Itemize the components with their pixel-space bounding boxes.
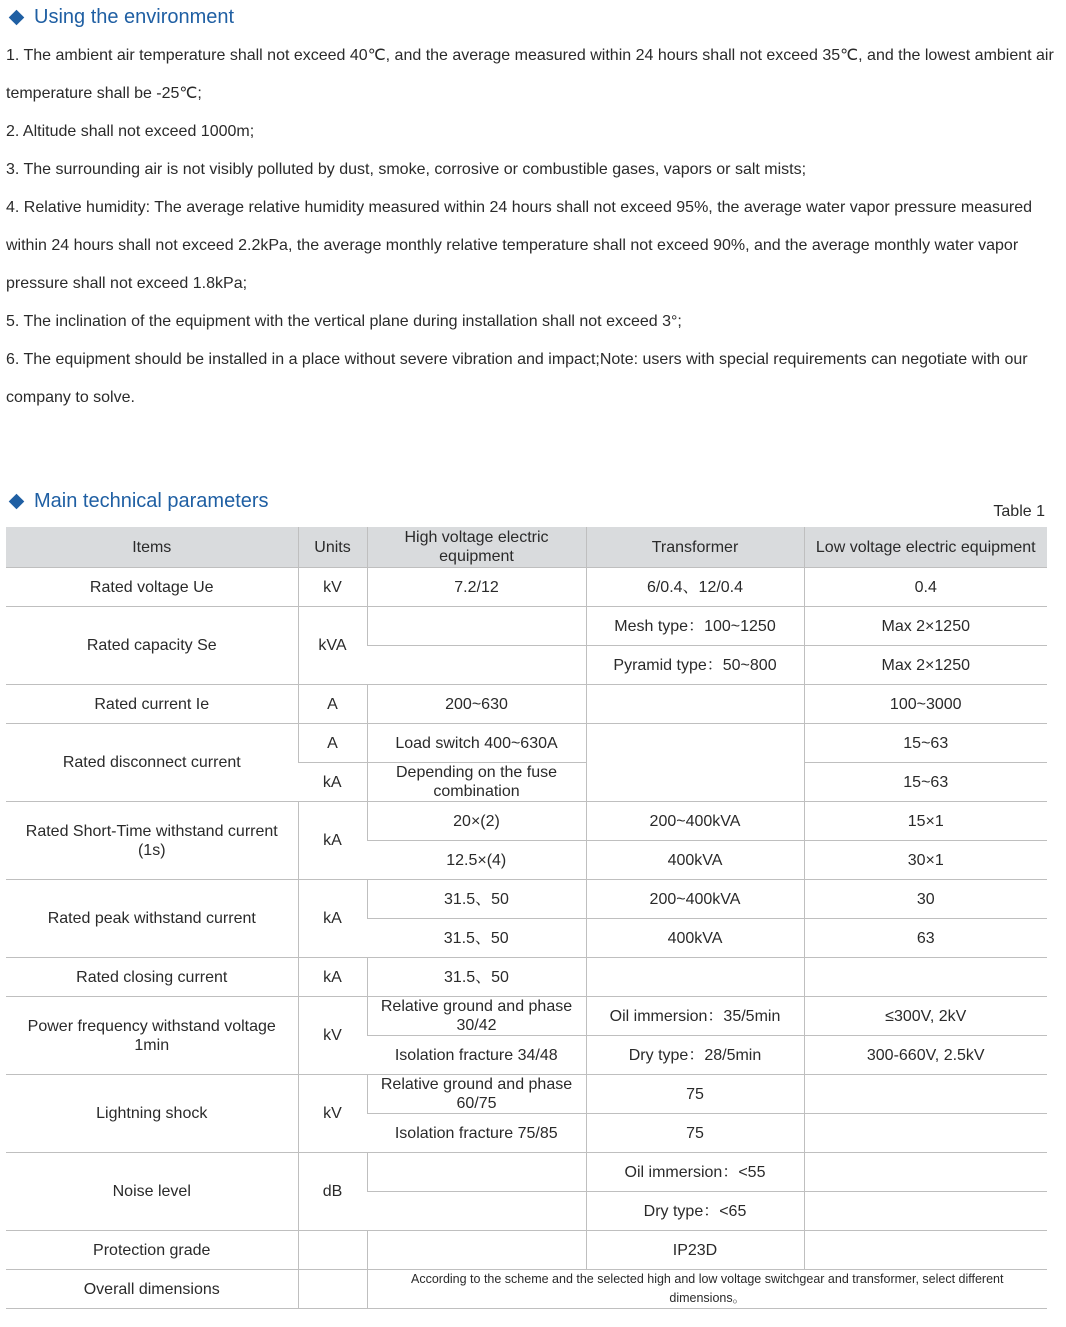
item-cell: Protection grade xyxy=(6,1231,298,1270)
lv-cell: 15~63 xyxy=(804,763,1047,802)
table-row xyxy=(6,880,1047,919)
parameters-table xyxy=(6,527,1047,1309)
table-header-row xyxy=(6,527,1047,568)
hv-cell: Relative ground and phase 60/75 xyxy=(367,1075,586,1114)
table-row xyxy=(6,997,1047,1036)
transformer-cell xyxy=(586,724,804,802)
lv-cell xyxy=(804,1153,1047,1192)
transformer-cell: 75 xyxy=(586,1075,804,1114)
header-transformer: Transformer xyxy=(586,527,804,568)
hv-cell: Load switch 400~630A xyxy=(367,724,586,763)
lv-cell xyxy=(804,1114,1047,1153)
transformer-cell: Dry type：28/5min xyxy=(586,1036,804,1075)
item-cell: Rated current Ie xyxy=(6,685,298,724)
item-cell: Rated closing current xyxy=(6,958,298,997)
unit-cell: kA xyxy=(298,802,367,880)
hv-cell: Relative ground and phase 30/42 xyxy=(367,997,586,1036)
table-row xyxy=(6,685,1047,724)
lv-cell: 0.4 xyxy=(804,568,1047,607)
header-high-voltage: High voltage electric equipment xyxy=(367,527,586,568)
lv-cell xyxy=(804,1192,1047,1231)
header-items: Items xyxy=(6,527,298,568)
lv-cell: 63 xyxy=(804,919,1047,958)
unit-cell: kV xyxy=(298,568,367,607)
dimensions-note-cell: According to the scheme and the selected high and low voltage switchgear and transformer, select different dimensions。 xyxy=(367,1270,1047,1309)
item-cell: Power frequency withstand voltage 1min xyxy=(6,997,298,1075)
hv-cell: Isolation fracture 34/48 xyxy=(367,1036,586,1075)
transformer-cell: 75 xyxy=(586,1114,804,1153)
table-row xyxy=(6,607,1047,646)
hv-cell: 31.5、50 xyxy=(367,880,586,919)
table-row xyxy=(6,802,1047,841)
unit-cell: A xyxy=(298,685,367,724)
transformer-cell: IP23D xyxy=(586,1231,804,1270)
unit-cell: kV xyxy=(298,1075,367,1153)
table-row xyxy=(6,724,1047,763)
lv-cell xyxy=(804,1231,1047,1270)
lv-cell: 30 xyxy=(804,880,1047,919)
transformer-cell: 200~400kVA xyxy=(586,802,804,841)
hv-cell: 20×(2) xyxy=(367,802,586,841)
lv-cell: 15×1 xyxy=(804,802,1047,841)
hv-cell: Depending on the fuse combination xyxy=(367,763,586,802)
unit-cell: kA xyxy=(298,763,367,802)
lv-cell: Max 2×1250 xyxy=(804,607,1047,646)
hv-cell xyxy=(367,646,586,685)
list-item: 6. The equipment should be installed in a place without severe vibration and impact;Note: users with special requirements can negotiate with our company to solve. xyxy=(6,351,1028,406)
unit-cell: A xyxy=(298,724,367,763)
list-item: 4. Relative humidity: The average relative humidity measured within 24 hours shall not exceed 95%, the average water vapor pressure measured within 24 hours shall not exceed 2.2kPa, the average monthly relative temperature shall not exceed 90%, and the average monthly water vapor pressure shall not exceed 1.8kPa; xyxy=(6,199,1033,292)
unit-cell xyxy=(298,1231,367,1270)
transformer-cell: 6/0.4、12/0.4 xyxy=(586,568,804,607)
lv-cell: ≤300V, 2kV xyxy=(804,997,1047,1036)
table-row xyxy=(6,958,1047,997)
lv-cell: 300-660V, 2.5kV xyxy=(804,1036,1047,1075)
hv-cell xyxy=(367,1231,586,1270)
hv-cell: 31.5、50 xyxy=(367,958,586,997)
table-row xyxy=(6,1075,1047,1114)
hv-cell: 31.5、50 xyxy=(367,919,586,958)
environment-list xyxy=(6,37,1061,417)
unit-cell: kVA xyxy=(298,607,367,685)
section-title: Using the environment xyxy=(34,6,235,28)
list-item: 1. The ambient air temperature shall not exceed 40℃, and the average measured within 24 hours shall not exceed 35℃, and the lowest ambient air temperature shall be -25℃; xyxy=(6,47,1054,102)
lv-cell: 15~63 xyxy=(804,724,1047,763)
hv-cell: 200~630 xyxy=(367,685,586,724)
item-cell: Rated voltage Ue xyxy=(6,568,298,607)
item-cell: Noise level xyxy=(6,1153,298,1231)
transformer-cell: Oil immersion：<55 xyxy=(586,1153,804,1192)
unit-cell: kA xyxy=(298,880,367,958)
hv-cell: Isolation fracture 75/85 xyxy=(367,1114,586,1153)
item-cell: Lightning shock xyxy=(6,1075,298,1153)
transformer-cell: Pyramid type：50~800 xyxy=(586,646,804,685)
section-heading-parameters xyxy=(8,490,269,513)
transformer-cell xyxy=(586,685,804,724)
transformer-cell: 400kVA xyxy=(586,919,804,958)
list-item: 2. Altitude shall not exceed 1000m; xyxy=(6,123,255,140)
hv-cell xyxy=(367,607,586,646)
table-row xyxy=(6,1153,1047,1192)
unit-cell xyxy=(298,1270,367,1309)
transformer-cell xyxy=(586,958,804,997)
table-row xyxy=(6,1231,1047,1270)
transformer-cell: Dry type：<65 xyxy=(586,1192,804,1231)
lv-cell: Max 2×1250 xyxy=(804,646,1047,685)
lv-cell xyxy=(804,958,1047,997)
lv-cell: 30×1 xyxy=(804,841,1047,880)
section-title: Main technical parameters xyxy=(34,490,269,512)
lv-cell xyxy=(804,1075,1047,1114)
transformer-cell: 200~400kVA xyxy=(586,880,804,919)
item-cell: Rated disconnect current xyxy=(6,724,298,802)
unit-cell: kA xyxy=(298,958,367,997)
hv-cell: 7.2/12 xyxy=(367,568,586,607)
table-row xyxy=(6,568,1047,607)
unit-cell: dB xyxy=(298,1153,367,1231)
diamond-bullet-icon xyxy=(9,494,25,510)
item-cell: Rated peak withstand current xyxy=(6,880,298,958)
table-row xyxy=(6,1270,1047,1309)
item-cell: Rated capacity Se xyxy=(6,607,298,685)
diamond-bullet-icon xyxy=(9,10,25,26)
transformer-cell: Mesh type：100~1250 xyxy=(586,607,804,646)
item-cell: Overall dimensions xyxy=(6,1270,298,1309)
table-caption: Table 1 xyxy=(993,503,1045,520)
transformer-cell: 400kVA xyxy=(586,841,804,880)
transformer-cell: Oil immersion：35/5min xyxy=(586,997,804,1036)
hv-cell xyxy=(367,1192,586,1231)
hv-cell: 12.5×(4) xyxy=(367,841,586,880)
unit-cell: kV xyxy=(298,997,367,1075)
lv-cell: 100~3000 xyxy=(804,685,1047,724)
item-cell: Rated Short-Time withstand current (1s) xyxy=(6,802,298,880)
hv-cell xyxy=(367,1153,586,1192)
header-low-voltage: Low voltage electric equipment xyxy=(804,527,1047,568)
list-item: 5. The inclination of the equipment with the vertical plane during installation shall not exceed 3°; xyxy=(6,313,682,330)
header-units: Units xyxy=(298,527,367,568)
list-item: 3. The surrounding air is not visibly polluted by dust, smoke, corrosive or combustible gases, vapors or salt mists; xyxy=(6,161,807,178)
section-heading-environment xyxy=(8,6,234,29)
